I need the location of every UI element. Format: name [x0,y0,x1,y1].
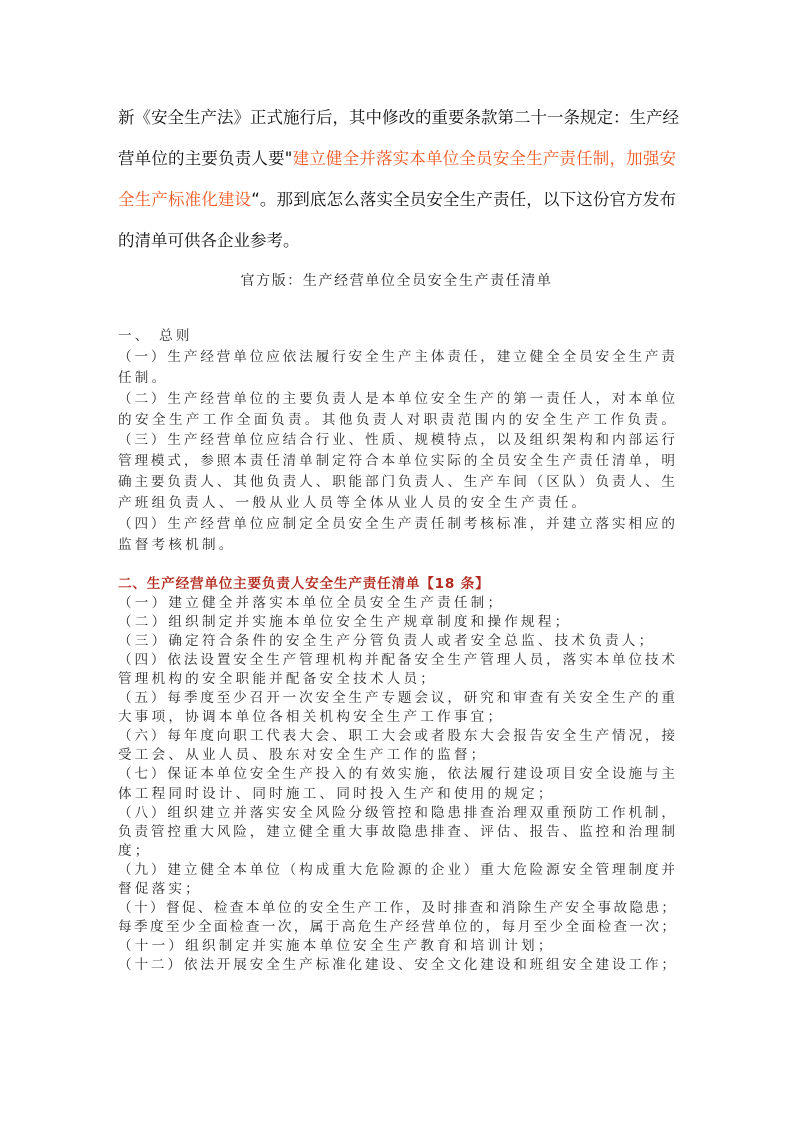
intro-line [118,104,679,145]
clause-line: （一）建立健全并落实本单位全员安全生产责任制； [118,595,505,612]
clause-line: （四）依法设置安全生产管理机构并配备安全生产管理人员，落实本单位技术 [118,652,675,669]
clause-line: 督促落实； [118,880,202,897]
clause-line: （二）组织制定并实施本单位安全生产规章制度和操作规程； [118,614,572,631]
highlighted-quote: 建立健全并落实本单位全员安全生产责任制，加强安 [292,149,677,168]
clause-line: （八）组织建立并落实安全风险分级管控和隐患排查治理双重预防工作机制， [118,804,675,821]
section-principal-responsibilities [118,575,675,975]
clause-line: （三）确定符合条件的安全生产分管负责人或者安全总监、技术负责人； [118,633,656,650]
clause-line: （四）生产经营单位应制定全员安全生产责任制考核标准，并建立落实相应的 [118,516,675,533]
clause-line: （七）保证本单位安全生产投入的有效实施，依法履行建设项目安全设施与主 [118,766,675,783]
clause-line: 监督考核机制。 [118,536,236,553]
section-heading: 一、 总则 [118,328,193,344]
clause-line: （十一）组织制定并实施本单位安全生产教育和培训计划； [118,937,555,954]
clause-line: 体工程同时设计、同时施工、同时投入生产和使用的规定； [118,785,555,802]
section-general [118,326,675,556]
clause-line: 每季度至少全面检查一次，属于高危生产经营单位的，每月至少全面检查一次； [118,918,675,935]
intro-text: 营单位的主要负责人要" [118,149,293,168]
clause-line: 产班组负责人、一般从业人员等全体从业人员的安全生产责任。 [118,495,589,512]
intro-line [118,145,676,186]
clause-line: 大事项，协调本单位各相关机构安全生产工作事宜； [118,709,505,726]
clause-line: 任制。 [118,369,169,386]
clause-line: 受工会、从业人员、股东对安全生产工作的监督； [118,747,488,764]
document-title: 官方版：生产经营单位全员安全生产责任清单 [240,273,553,289]
clause-line: 负责管控重大风险，建立健全重大事故隐患排查、评估、报告、监控和治理制 [118,823,675,840]
intro-text: 新《安全生产法》正式施行后，其中修改的重要条款第二十一条规定：生产经 [118,108,679,127]
intro-text: “。那到底怎么落实全员安全生产责任，以下这份官方发布 [251,190,676,209]
clause-line: （二）生产经营单位的主要负责人是本单位安全生产的第一责任人，对本单位 [118,390,675,407]
clause-line: 度； [118,842,152,859]
clause-line: （三）生产经营单位应结合行业、性质、规模特点，以及组织架构和内部运行 [118,432,675,449]
clause-line: 管理模式，参照本责任清单制定符合本单位实际的全员安全生产责任清单，明 [118,453,675,470]
clause-line: 确主要负责人、其他负责人、职能部门负责人、生产车间（区队）负责人、生 [118,474,675,491]
intro-paragraph [118,104,679,268]
intro-line: 的清单可供各企业参考。 [118,231,300,250]
clause-line: （六）每年度向职工代表大会、职工大会或者股东大会报告安全生产情况，接 [118,728,675,745]
clause-line: （十）督促、检查本单位的安全生产工作，及时排查和消除生产安全事故隐患； [118,899,675,916]
highlighted-quote: 全生产标准化建设 [118,190,252,209]
clause-line: 管理机构的安全职能并配备安全技术人员； [118,671,438,688]
clause-line: （九）建立健全本单位（构成重大危险源的企业）重大危险源安全管理制度并 [118,861,675,878]
section-heading: 二、生产经营单位主要负责人安全生产责任清单【18 条】 [118,576,490,592]
clause-line: 的安全生产工作全面负责。其他负责人对职责范围内的安全生产工作负责。 [118,411,675,428]
clause-line: （五）每季度至少召开一次安全生产专题会议，研究和审查有关安全生产的重 [118,690,675,707]
clause-line: （一）生产经营单位应依法履行安全生产主体责任，建立健全全员安全生产责 [118,348,675,365]
clause-line: （十二）依法开展安全生产标准化建设、安全文化建设和班组安全建设工作； [118,956,675,973]
intro-line [118,186,676,227]
